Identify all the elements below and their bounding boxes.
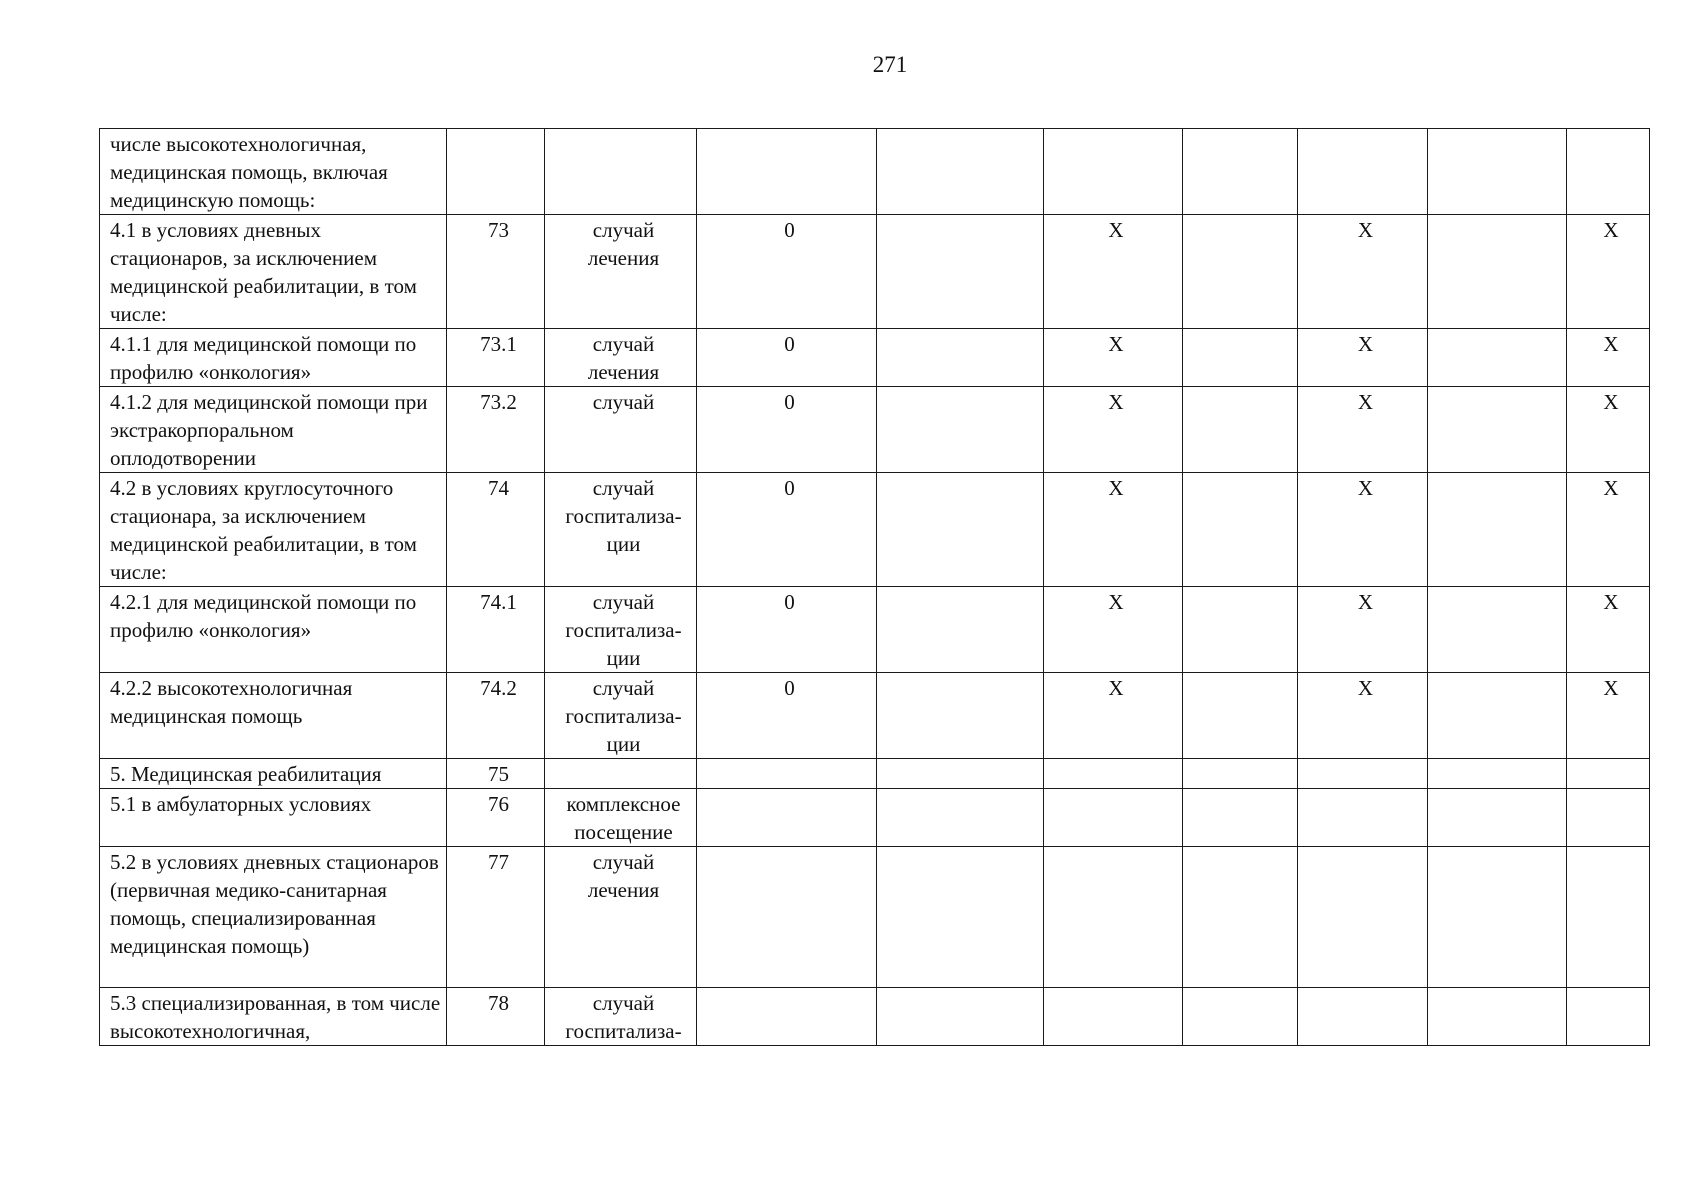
empty-cell (1428, 759, 1567, 789)
x-mark-cell: X (1044, 587, 1183, 673)
empty-cell (877, 587, 1044, 673)
value-cell (697, 988, 877, 1046)
unit-cell: комплексное посещение (545, 789, 697, 847)
unit-cell (545, 759, 697, 789)
table-row (100, 329, 1650, 387)
unit-cell (545, 129, 697, 215)
empty-cell (1183, 129, 1298, 215)
unit-cell: случай госпитализа-ции (545, 673, 697, 759)
empty-cell (1183, 847, 1298, 988)
row-name-cell: 5.2 в условиях дневных стационаров (первичная медико-санитарная помощь, специализированная медицинская помощь) (100, 847, 447, 988)
unit-cell: случай лечения (545, 215, 697, 329)
x-mark-cell (1298, 988, 1428, 1046)
x-mark-cell (1044, 129, 1183, 215)
x-mark-cell (1044, 759, 1183, 789)
empty-cell (877, 473, 1044, 587)
value-cell (697, 789, 877, 847)
empty-cell (877, 789, 1044, 847)
value-cell: 0 (697, 587, 877, 673)
empty-cell (1183, 673, 1298, 759)
x-mark-cell: X (1044, 673, 1183, 759)
empty-cell (877, 329, 1044, 387)
empty-cell (1428, 215, 1567, 329)
page-number: 271 (872, 52, 908, 77)
empty-cell (877, 759, 1044, 789)
x-mark-cell: X (1044, 215, 1183, 329)
empty-cell (1428, 473, 1567, 587)
x-mark-cell: X (1567, 387, 1650, 473)
x-mark-cell (1044, 847, 1183, 988)
line-number-cell: 78 (447, 988, 545, 1046)
row-name-cell: 5.3 специализированная, в том числе высокотехнологичная, (100, 988, 447, 1046)
line-number-cell: 73.2 (447, 387, 545, 473)
empty-cell (1428, 329, 1567, 387)
x-mark-cell: X (1044, 329, 1183, 387)
table-row (100, 473, 1650, 587)
empty-cell (877, 847, 1044, 988)
x-mark-cell: X (1044, 473, 1183, 587)
row-name-cell: 4.2.2 высокотехнологичная медицинская помощь (100, 673, 447, 759)
row-name-cell: 4.2.1 для медицинской помощи по профилю «онкология» (100, 587, 447, 673)
line-number-cell: 77 (447, 847, 545, 988)
empty-cell (1183, 789, 1298, 847)
x-mark-cell: X (1567, 215, 1650, 329)
empty-cell (1183, 473, 1298, 587)
empty-cell (1428, 387, 1567, 473)
row-name-cell: 5.1 в амбулаторных условиях (100, 789, 447, 847)
empty-cell (877, 673, 1044, 759)
empty-cell (1183, 587, 1298, 673)
x-mark-cell (1567, 789, 1650, 847)
x-mark-cell (1567, 129, 1650, 215)
x-mark-cell: X (1567, 673, 1650, 759)
table-row (100, 759, 1650, 789)
table-row (100, 387, 1650, 473)
row-name-cell: 4.1.2 для медицинской помощи при экстракорпоральном оплодотворении (100, 387, 447, 473)
line-number-cell (447, 129, 545, 215)
line-number-cell: 74.2 (447, 673, 545, 759)
value-cell (697, 759, 877, 789)
empty-cell (1428, 847, 1567, 988)
volume-table (99, 128, 1650, 1046)
empty-cell (1183, 759, 1298, 789)
table-row (100, 789, 1650, 847)
table-row (100, 129, 1650, 215)
row-name-cell: 4.2 в условиях круглосуточного стационара, за исключением медицинской реабилитации, в том числе: (100, 473, 447, 587)
row-name-cell: 5. Медицинская реабилитация (100, 759, 447, 789)
value-cell (697, 847, 877, 988)
value-cell: 0 (697, 387, 877, 473)
x-mark-cell (1044, 789, 1183, 847)
x-mark-cell (1298, 847, 1428, 988)
x-mark-cell (1567, 847, 1650, 988)
x-mark-cell: X (1298, 329, 1428, 387)
value-cell: 0 (697, 329, 877, 387)
table-row (100, 215, 1650, 329)
x-mark-cell (1298, 129, 1428, 215)
x-mark-cell (1298, 759, 1428, 789)
empty-cell (877, 387, 1044, 473)
x-mark-cell: X (1044, 387, 1183, 473)
x-mark-cell: X (1298, 587, 1428, 673)
row-name-cell: 4.1.1 для медицинской помощи по профилю «онкология» (100, 329, 447, 387)
x-mark-cell: X (1567, 473, 1650, 587)
line-number-cell: 76 (447, 789, 545, 847)
table-row (100, 673, 1650, 759)
empty-cell (1428, 789, 1567, 847)
empty-cell (877, 129, 1044, 215)
unit-cell: случай госпитализа- (545, 988, 697, 1046)
value-cell (697, 129, 877, 215)
table-row (100, 847, 1650, 988)
x-mark-cell (1298, 789, 1428, 847)
line-number-cell: 73.1 (447, 329, 545, 387)
value-cell: 0 (697, 473, 877, 587)
x-mark-cell: X (1298, 673, 1428, 759)
line-number-cell: 74 (447, 473, 545, 587)
table-row (100, 587, 1650, 673)
x-mark-cell: X (1298, 215, 1428, 329)
empty-cell (877, 988, 1044, 1046)
x-mark-cell: X (1567, 587, 1650, 673)
empty-cell (1428, 587, 1567, 673)
x-mark-cell (1044, 988, 1183, 1046)
unit-cell: случай лечения (545, 329, 697, 387)
empty-cell (1428, 988, 1567, 1046)
empty-cell (1183, 387, 1298, 473)
unit-cell: случай госпитализа-ции (545, 587, 697, 673)
empty-cell (1428, 673, 1567, 759)
table-row (100, 988, 1650, 1046)
row-name-cell: числе высокотехнологичная, медицинская помощь, включая медицинскую помощь: (100, 129, 447, 215)
value-cell: 0 (697, 673, 877, 759)
x-mark-cell (1567, 988, 1650, 1046)
x-mark-cell: X (1567, 329, 1650, 387)
empty-cell (1183, 988, 1298, 1046)
empty-cell (1428, 129, 1567, 215)
empty-cell (1183, 215, 1298, 329)
value-cell: 0 (697, 215, 877, 329)
row-name-cell: 4.1 в условиях дневных стационаров, за исключением медицинской реабилитации, в том числе: (100, 215, 447, 329)
unit-cell: случай лечения (545, 847, 697, 988)
x-mark-cell (1567, 759, 1650, 789)
x-mark-cell: X (1298, 473, 1428, 587)
unit-cell: случай госпитализа-ции (545, 473, 697, 587)
unit-cell: случай (545, 387, 697, 473)
line-number-cell: 75 (447, 759, 545, 789)
line-number-cell: 73 (447, 215, 545, 329)
empty-cell (1183, 329, 1298, 387)
x-mark-cell: X (1298, 387, 1428, 473)
line-number-cell: 74.1 (447, 587, 545, 673)
empty-cell (877, 215, 1044, 329)
